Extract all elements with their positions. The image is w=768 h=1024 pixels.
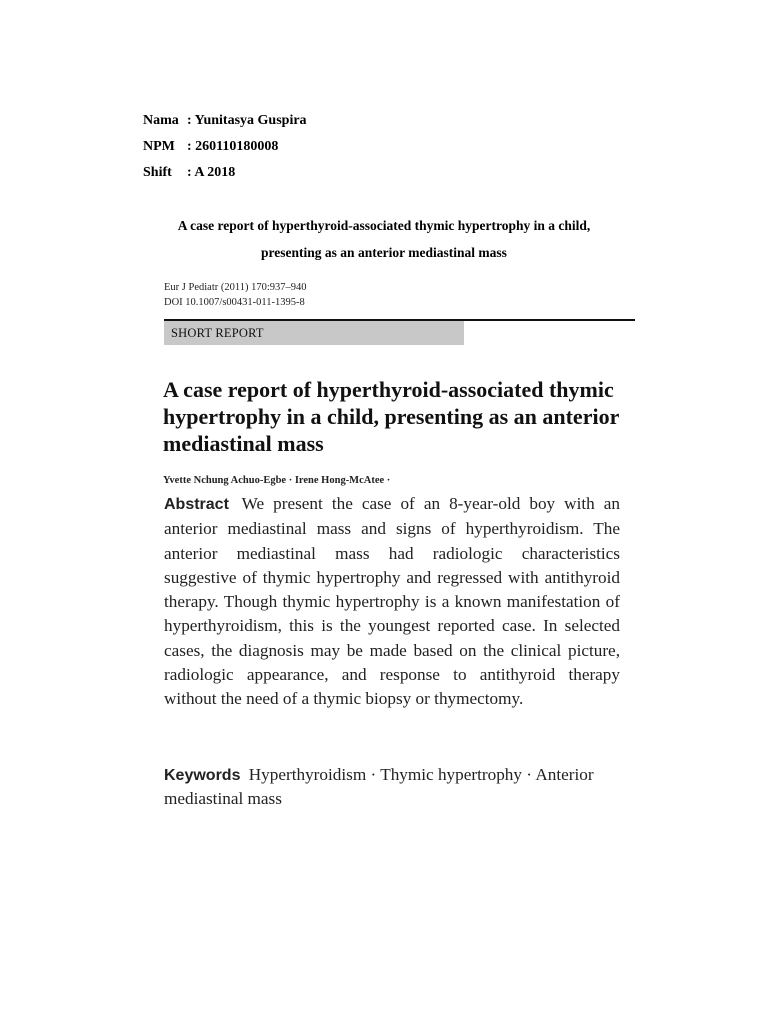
document-title-line-2: presenting as an anterior mediastinal mass: [261, 245, 507, 260]
keywords-label: Keywords: [164, 767, 241, 784]
abstract: [164, 492, 620, 712]
section-label: SHORT REPORT: [164, 321, 464, 345]
keywords-text: Hyperthyroidism · Thymic hypertrophy · Anterior mediastinal mass: [164, 765, 594, 808]
abstract-label: Abstract: [164, 496, 229, 513]
document-title-line-1: A case report of hyperthyroid-associated thymic hypertrophy in a child,: [177, 218, 591, 233]
name-label: Nama: [143, 113, 179, 128]
keywords: [164, 763, 624, 810]
authors: Yvette Nchung Achuo-Egbe · Irene Hong-McAtee ·: [163, 475, 391, 486]
npm-value: : 260110180008: [187, 139, 279, 154]
paper-title: A case report of hyperthyroid-associated thymic hypertrophy in a child, presenting as an anterior mediastinal mass: [163, 377, 619, 456]
student-shift-row: [143, 165, 235, 181]
npm-label: NPM: [143, 139, 175, 154]
student-npm-row: [143, 139, 278, 155]
name-value: : Yunitasya Guspira: [187, 113, 307, 128]
abstract-text: We present the case of an 8-year-old boy with an anterior mediastinal mass and signs of hyperthyroidism. The anterior mediastinal mass had radiologic characteristics suggestive of thymic hypertrophy and regressed with antithyroid therapy. Though thymic hypertrophy is a known manifestation of hyperthyroidism, this is the youngest reported case. In selected cases, the diagnosis may be made based on the clinical picture, radiologic appearance, and response to antithyroid therapy without the need of a thymic biopsy or thymectomy.: [164, 494, 620, 709]
student-name-row: [143, 113, 307, 129]
shift-value: : A 2018: [187, 165, 236, 180]
shift-label: Shift: [143, 165, 172, 180]
journal-citation: Eur J Pediatr (2011) 170:937–940: [164, 282, 307, 293]
doi: DOI 10.1007/s00431-011-1395-8: [164, 297, 305, 308]
